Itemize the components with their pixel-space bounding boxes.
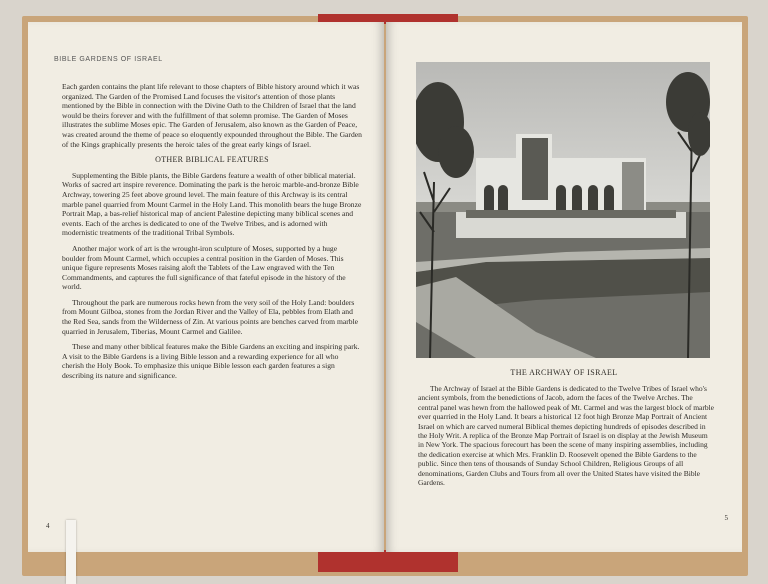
caption-text: The Archway of Israel at the Bible Gardens is dedicated to the Twelve Tribes of Israel who's ancient symbols, from the benedictions of Jacob, adorn the faces of the Twelve Arches. The central panel was hewn from the hallowed peak of Mt. Carmel and was the largest block of marble ever quarried in the Holy Land. It bears a historical 12 foot high Bronze Map Portrait of Ancient Israel on which are carved numeral Biblical themes depicting hundreds of episodes described in the Holy Writ. A replica of the Bronze Map Portrait of Israel is on display at the Jewish Museum in New York. The spacious forecourt has been the scene of many inspiring assemblies, including the dedication exercise at which Mrs. Franklin D. Roosevelt opened the Bible Gardens to the public. Since then tens of thousands of Sunday School Children, Religious Groups of all denominations, Garden Clubs and Tours from all over the United States have visited the Bible Gardens.	[418, 384, 715, 488]
caption-title: THE ARCHWAY OF ISRAEL	[510, 368, 618, 377]
paragraph: Throughout the park are numerous rocks hewn from the very soil of the Holy Land: boulders from Mount Gilboa, stones from the Jordan River and the Valley of Ela, pebbles from Elath and the Red Sea, sands from the Wilderness of Zin. At various points are benches carved from marble quarried in Jerusalem, Tiberias, Mount Carmel and Galilee.	[62, 297, 359, 336]
running-head: BIBLE GARDENS OF ISRAEL	[54, 56, 163, 63]
section-heading: OTHER BIBLICAL FEATURES	[155, 155, 269, 165]
paragraph: Another major work of art is the wrought-iron sculpture of Moses, supported by a huge boulder from Mount Carmel, which occupies a central position in the Garden of Moses. This unique figure represents Moses raising aloft the Tablets of the Law engraved with the Ten Commandments, and captures the full significance of that fateful episode in the history of the world.	[62, 243, 346, 292]
bookmark-ribbon	[66, 520, 76, 584]
left-text-column	[62, 82, 362, 387]
paragraph: Each garden contains the plant life relevant to those chapters of Bible history around which it was organized. The Garden of the Promised Land focuses the visitor's attention of those plants mentioned by the Bible in connection with the Divine Oath to the Children of Israel that the land would be theirs forever and with the fulfillment of that solemn promise. The Garden of Moses illustrates the sublime Moses epic. The Garden of Jerusalem, also known as the Garden of Peace, was created around the theme of peace so eloquently expounded throughout the Bible. The Garden of the Kings graphically presents the heroic tales of the great early kings of Israel.	[62, 82, 362, 149]
page-number-left: 4	[46, 522, 50, 530]
paragraph: Supplementing the Bible plants, the Bible Gardens feature a wealth of other biblical material. Works of sacred art inspire reverence. Dominating the park is the heroic marble-and-bronze Bible Archway, towering 25 feet above ground level. The main feature of this Archway is its central marble panel quarried from Mount Carmel in the Holy Land. This monolith bears the huge Bronze Portrait Map, a bas-relief historical map of ancient Palestine depicting many biblical scenes and events. Each of the arches is dedicated to one of the Twelve Tribes, and is adorned with modernistic treatments of the traditional Tribal Symbols.	[62, 170, 362, 238]
book-spine-bottom	[318, 550, 458, 572]
page-number-right: 5	[724, 514, 728, 522]
archway-photo-illustration	[416, 62, 710, 358]
right-page	[386, 22, 742, 552]
paragraph: These and many other biblical features make the Bible Gardens an exciting and inspiring park. A visit to the Bible Gardens is a living Bible lesson and a rewarding experience for all who cherish the Holy Book. To emphasize this unique Bible lesson each garden features a sign describing its nature and significance.	[62, 342, 360, 381]
left-page	[28, 22, 384, 552]
archway-photo	[416, 62, 710, 358]
